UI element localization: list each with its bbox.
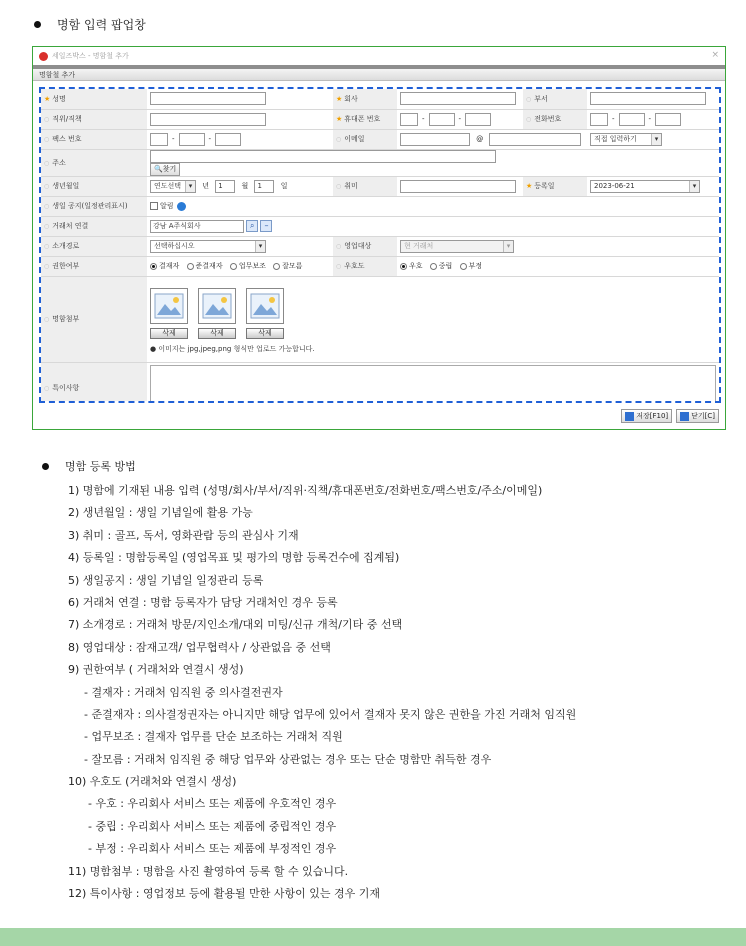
form-title: 명함철 추가 — [33, 69, 725, 81]
phone-input-2[interactable] — [619, 113, 645, 126]
form-table: ★ 성명 ★ 회사 ○ 부서 ○ 직위/직책 ★ 휴대폰 번호 - - ○ 전화번호 - - ○ 팩스 번호 - - ○ 이메일 @ 직접 입력하기 ▾ ○ 주소 🔍찾기 ○ 생년월일 연도선택 ▾ 년 1 월 1 일 ○ 취미 ★ 등록일 2023-06-21 ▾ ○ 생일 공지(일정관리표시) 알림 ○ 거래처 연결 강남 A주식회사 ⌕ – ○ 소개경로 선택하십시오 ▾ ○ 영업대상 현 거래처 ▾ ○ 권한여부 결재자 준결재자 업무보조 잘모름 ○ 우호도 우호 중립 부정 ○ 명함첨부 삭제 삭제 삭제 ● 이미지는 jpg,jpeg,png 형식만 업로드 가능합니다. ○ 특이사항 — [41, 89, 719, 403]
company-input[interactable] — [400, 92, 516, 105]
save-button[interactable]: 저장[F10] — [621, 409, 672, 423]
list-item: - 중립 : 우리회사 서비스 또는 제품에 중립적인 경우 — [88, 819, 337, 833]
label-fax: ○ 팩스 번호 — [41, 129, 147, 149]
list-item: 8) 영업대상 : 잠재고객/ 업무협력사 / 상관없음 중 선택 — [68, 640, 331, 654]
image-placeholder-icon[interactable] — [150, 288, 188, 324]
fax-input-2[interactable] — [179, 133, 205, 146]
authority-radio-3[interactable] — [230, 263, 237, 270]
list-item: 3) 취미 : 골프, 독서, 영화관람 등의 관심사 기재 — [68, 528, 299, 542]
image-placeholder-icon[interactable] — [246, 288, 284, 324]
address-search-button[interactable]: 🔍찾기 — [150, 163, 180, 176]
list-item: - 잘모름 : 거래처 임직원 중 해당 업무와 상관없는 경우 또는 단순 명함만 취득한 경우 — [84, 752, 492, 766]
list-item: 9) 권한여부 ( 거래처와 연결시 생성) — [68, 663, 244, 677]
list-item: 7) 소개경로 : 거래처 방문/지인소개/대외 미팅/신규 개척/기타 중 선택 — [68, 618, 403, 632]
footer-buttons — [621, 409, 719, 423]
close-door-icon — [680, 412, 689, 421]
list-item: 10) 우호도 (거래처와 연결시 생성) — [68, 775, 237, 789]
info-globe-icon[interactable] — [177, 202, 186, 211]
search-icon: 🔍 — [154, 164, 163, 173]
name-input[interactable] — [150, 92, 266, 105]
label-favor: ○ 우호도 — [333, 256, 397, 276]
save-icon — [625, 412, 634, 421]
label-reg-date: ★ 등록일 — [523, 176, 587, 196]
label-client-link: ○ 거래처 연결 — [41, 216, 147, 236]
position-input[interactable] — [150, 113, 266, 126]
heading-text: 명함 등록 방법 — [65, 460, 136, 473]
label-position: ○ 직위/직책 — [41, 109, 147, 129]
alarm-checkbox[interactable] — [150, 202, 158, 210]
label-birthday: ○ 생년월일 — [41, 176, 147, 196]
method-list — [68, 480, 738, 905]
authority-radio-4[interactable] — [273, 263, 280, 270]
section-heading-popup — [34, 16, 146, 33]
delete-button[interactable]: 삭제 — [198, 328, 236, 339]
list-item: 2) 생년월일 : 생일 기념일에 활용 가능 — [68, 506, 253, 520]
list-item: - 부정 : 우리회사 서비스 또는 제품에 부정적인 경우 — [88, 842, 337, 856]
section-heading-method — [42, 458, 136, 474]
favor-radio-2[interactable] — [430, 263, 437, 270]
list-item: - 우호 : 우리회사 서비스 또는 제품에 우호적인 경우 — [88, 797, 337, 811]
remarks-textarea[interactable] — [150, 365, 716, 403]
form-area — [39, 87, 721, 403]
close-icon[interactable]: × — [711, 50, 719, 60]
email-id-input[interactable] — [400, 133, 470, 146]
label-remarks: ○ 특이사항 — [41, 362, 147, 403]
label-department: ○ 부서 — [523, 89, 587, 109]
reg-date-picker[interactable]: 2023-06-21 ▾ — [590, 180, 700, 193]
label-card-attach: ○ 명함첨부 — [41, 276, 147, 362]
alarm-label: 알림 — [160, 202, 174, 210]
list-item: 6) 거래처 연결 : 명함 등록자가 담당 거래처인 경우 등록 — [68, 595, 338, 609]
card-input-popup — [32, 46, 726, 430]
window-titlebar — [33, 47, 725, 65]
photo-slot — [198, 288, 238, 339]
department-input[interactable] — [590, 92, 706, 105]
label-address: ○ 주소 — [41, 149, 147, 176]
sales-target-select[interactable]: 현 거래처 ▾ — [400, 240, 514, 253]
email-domain-select[interactable]: 직접 입력하기 ▾ — [590, 133, 662, 146]
list-item: - 준결재자 : 의사결정권자는 아니지만 해당 업무에 있어서 결재자 못지 않은 권한을 가진 거래처 임직원 — [84, 707, 577, 721]
authority-radio-2[interactable] — [187, 263, 194, 270]
list-item: 11) 명함첨부 : 명함을 사진 촬영하여 등록 할 수 있습니다. — [68, 864, 349, 878]
mobile-input-2[interactable] — [429, 113, 455, 126]
delete-button[interactable]: 삭제 — [150, 328, 188, 339]
birth-day-stepper[interactable]: 1 — [254, 180, 274, 193]
birth-year-select[interactable]: 연도선택 ▾ — [150, 180, 196, 193]
label-name: ★ 성명 — [41, 89, 147, 109]
list-item: - 업무보조 : 결재자 업무를 단순 보조하는 거래처 직원 — [84, 730, 343, 744]
label-mobile: ★ 휴대폰 번호 — [333, 109, 397, 129]
client-search-icon[interactable]: ⌕ — [246, 220, 258, 232]
window-title: 세일즈박스 - 명함철 추가 — [52, 52, 129, 60]
delete-button[interactable]: 삭제 — [246, 328, 284, 339]
fax-input-3[interactable] — [215, 133, 241, 146]
fax-input-1[interactable] — [150, 133, 168, 146]
photo-list — [150, 288, 716, 339]
mobile-input-1[interactable] — [400, 113, 418, 126]
label-phone: ○ 전화번호 — [523, 109, 587, 129]
birth-month-stepper[interactable]: 1 — [215, 180, 235, 193]
footer-band — [0, 928, 746, 946]
email-at: @ — [476, 135, 484, 143]
referral-select[interactable]: 선택하십시오 ▾ — [150, 240, 266, 253]
list-item: 12) 특이사항 : 영업정보 등에 활용될 만한 사항이 있는 경우 기재 — [68, 887, 380, 901]
hobby-input[interactable] — [400, 180, 516, 193]
authority-radio-1[interactable] — [150, 263, 157, 270]
bullet-dot — [42, 463, 49, 470]
close-button[interactable]: 닫기[C] — [676, 409, 719, 423]
attach-note: ● 이미지는 jpg,jpeg,png 형식만 업로드 가능합니다. — [150, 345, 315, 353]
list-item: 5) 생일공지 : 생일 기념일 일정관리 등록 — [68, 573, 264, 587]
label-authority: ○ 권한여부 — [41, 256, 147, 276]
bullet-dot — [34, 21, 41, 28]
email-domain-input[interactable] — [489, 133, 581, 146]
favor-radio-3[interactable] — [460, 263, 467, 270]
label-sales-target: ○ 영업대상 — [333, 236, 397, 256]
address-input[interactable] — [150, 150, 496, 163]
phone-input-3[interactable] — [655, 113, 681, 126]
label-hobby: ○ 취미 — [333, 176, 397, 196]
photo-slot — [150, 288, 190, 339]
label-email: ○ 이메일 — [333, 129, 397, 149]
label-birthday-notice: ○ 생일 공지(일정관리표시) — [41, 196, 147, 216]
list-item: 4) 등록일 : 명함등록일 (영업목표 및 평가의 명함 등록건수에 집계됨) — [68, 551, 400, 565]
label-referral: ○ 소개경로 — [41, 236, 147, 256]
mobile-input-3[interactable] — [465, 113, 491, 126]
heading-text: 명함 입력 팝업창 — [57, 18, 146, 32]
photo-slot — [246, 288, 286, 339]
list-item: 1) 명함에 기재된 내용 입력 (성명/회사/부서/직위·직책/휴대폰번호/전화번호/팩스번호/주소/이메일) — [68, 484, 543, 497]
client-remove-icon[interactable]: – — [260, 220, 272, 232]
phone-input-1[interactable] — [590, 113, 608, 126]
label-company: ★ 회사 — [333, 89, 397, 109]
list-item: - 결재자 : 거래처 임직원 중 의사결전권자 — [84, 685, 283, 699]
favor-radio-1[interactable] — [400, 263, 407, 270]
client-link-input[interactable]: 강남 A주식회사 — [150, 220, 244, 233]
image-placeholder-icon[interactable] — [198, 288, 236, 324]
app-logo-icon — [39, 52, 48, 61]
